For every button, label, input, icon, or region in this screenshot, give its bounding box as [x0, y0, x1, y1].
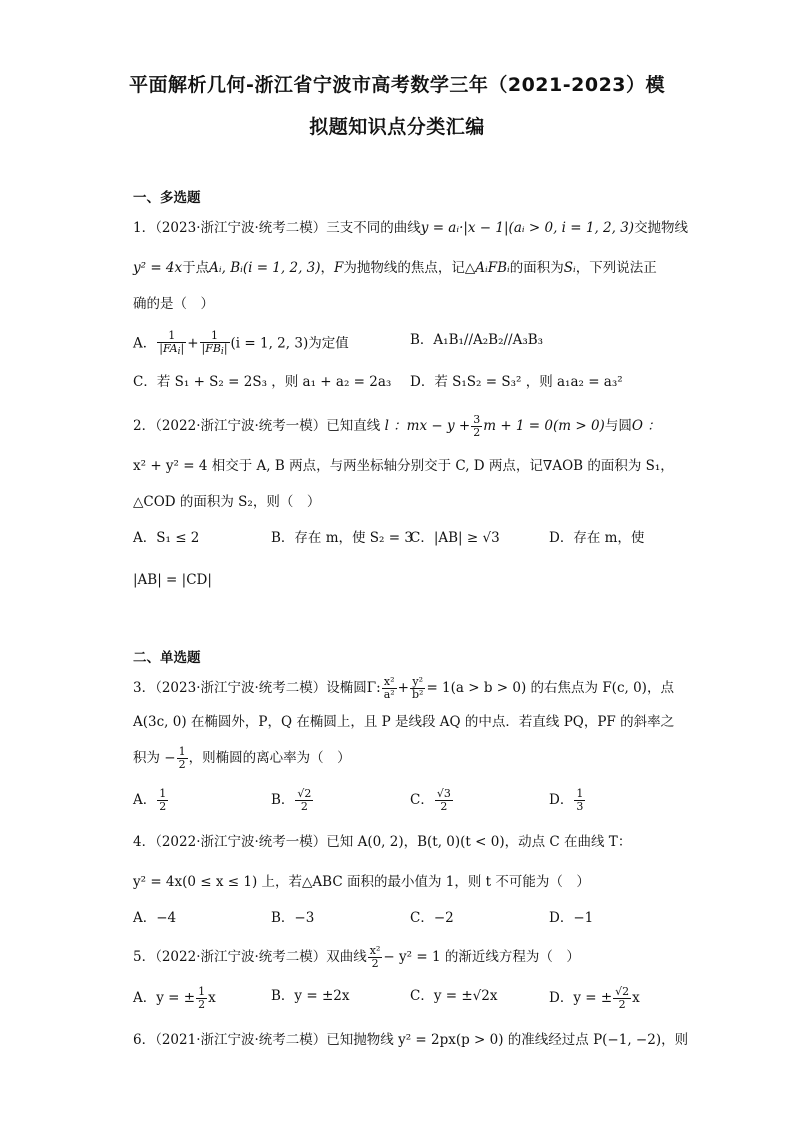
q5-text-a: 5．（2022·浙江宁波·统考二模）双曲线: [133, 949, 367, 965]
q5-option-a-tail: x: [208, 990, 216, 1006]
q2-option-d-cont: |AB| = |CD|: [133, 572, 212, 588]
q5-option-d-frac: [613, 986, 631, 1011]
q1-line-3: 确的是（ ）: [133, 296, 214, 312]
q5-line-1: [133, 945, 580, 970]
q1-text-a: 1．（2023·浙江宁波·统考二模）三支不同的曲线: [133, 220, 421, 236]
q1-math-triangle: AᵢFBᵢ: [475, 260, 510, 276]
q3-text-b: = 1(a > b > 0) 的右焦点为 F(c, 0)，点: [426, 680, 674, 696]
q1-option-c: C．若 S₁ + S₂ = 2S₃ ，则 a₁ + a₂ = 2a₃: [133, 374, 392, 390]
q3-text-d: ，则椭圆的离心率为（ ）: [188, 750, 351, 766]
q3-option-b-num: √2: [297, 787, 312, 800]
q2-frac: [471, 414, 482, 439]
q2-text-a: 2．（2022·浙江宁波·统考一模）已知直线: [133, 418, 381, 434]
q2-math-line-tail: m + 1 = 0(m > 0): [483, 418, 605, 434]
q5-frac-den: 2: [371, 957, 379, 970]
q5-option-d: [549, 986, 640, 1011]
q2-text-b: 与圆: [604, 418, 632, 434]
q3-option-d: [549, 788, 586, 813]
q4-option-a: A．−4: [133, 910, 177, 926]
q2-option-c: C．|AB| ≥ √3: [410, 530, 500, 546]
q1-option-a: A． $\frac{1}{|FA_i|}$ + $\frac{1}{|FB_i|}$ (i = 1, 2, 3)为定值: [133, 329, 349, 357]
q3-option-a-label: A．: [133, 792, 157, 808]
q1-text-b: 交抛物线: [634, 220, 689, 236]
q4-option-c: C．−2: [410, 910, 454, 926]
q5-option-d-num: √2: [615, 985, 630, 998]
section-heading-single-choice: 二、单选题: [133, 650, 201, 666]
q1-line-1: [133, 218, 688, 238]
q6-line-1: 6．（2021·浙江宁波·统考二模）已知抛物线 y² = 2px(p > 0) 的准线经过点 P(−1, −2)，则: [133, 1032, 689, 1048]
q1-text-e: 为抛物线的焦点，记△: [343, 260, 476, 276]
q3-option-d-num: 1: [576, 787, 584, 800]
q3-frac-x-num: x²: [382, 676, 397, 689]
q5-option-d-den: 2: [618, 998, 626, 1011]
q3-frac-y: [410, 676, 425, 701]
q3-option-d-label: D．: [549, 792, 574, 808]
q1-line-2: [133, 258, 657, 278]
q1-option-b: B．A₁B₁//A₂B₂//A₃B₃: [410, 332, 544, 348]
q4-line-1: 4．（2022·浙江宁波·统考一模）已知 A(0, 2)，B(t, 0)(t < 0)，动点 C 在曲线 T：: [133, 834, 632, 850]
q3-option-c-num: √3: [436, 787, 451, 800]
q1-math-parabola: y² = 4x: [133, 260, 183, 276]
q3-option-a-frac: [157, 788, 168, 813]
q3-frac-y-den: b²: [411, 688, 424, 701]
q1-text-d: ，: [320, 260, 335, 276]
q5-frac-num: x²: [369, 944, 381, 957]
q3-frac-x: [382, 676, 397, 701]
q4-option-b: B．−3: [271, 910, 315, 926]
q2-option-d: D．存在 m，使: [549, 530, 645, 546]
q3-option-a-num: 1: [159, 787, 167, 800]
q3-frac-x-den: a²: [383, 688, 395, 701]
q1-math-curve: y = aᵢ·|x − 1|(aᵢ > 0, i = 1, 2, 3): [420, 220, 635, 236]
q5-text-b: − y² = 1 的渐近线方程为（ ）: [383, 949, 580, 965]
q3-line-2: A(3c, 0) 在椭圆外，P，Q 在椭圆上，且 P 是线段 AQ 的中点．若直线 PQ，PF 的斜率之: [133, 714, 675, 730]
q3-frac-y-num: y²: [410, 676, 425, 689]
document-title-line-1: 平面解析几何-浙江省宁波市高考数学三年（2021-2023）模: [128, 74, 666, 96]
q3-option-a-den: 2: [159, 800, 167, 813]
q5-option-a-num: 1: [198, 985, 206, 998]
q2-line-2: x² + y² = 4 相交于 A, B 两点，与两坐标轴分别交于 C, D 两点，记∇AOB 的面积为 S₁，: [133, 458, 674, 474]
q4-option-d: D．−1: [549, 910, 594, 926]
q3-option-d-frac: [574, 788, 585, 813]
q3-text-a: 3．（2023·浙江宁波·统考二模）设椭圆Γ:: [133, 680, 381, 696]
q3-option-b-label: B．: [271, 792, 295, 808]
q1-option-d: D．若 S₁S₂ = S₃² ，则 a₁a₂ = a₃²: [410, 374, 623, 390]
q3-option-c-label: C．: [410, 792, 434, 808]
q5-option-a: [133, 986, 216, 1011]
q5-option-a-frac: [196, 986, 207, 1011]
q5-frac: [368, 945, 383, 970]
q1-text-c: 于点: [182, 260, 210, 276]
section-heading-multiple-choice: 一、多选题: [133, 190, 201, 206]
q1-frac-fb: $\frac{1}{|FB_i|}$: [201, 329, 228, 357]
q1-text-g: ，下列说法正: [575, 260, 657, 276]
q5-option-c: C．y = ±√2x: [410, 988, 498, 1004]
q1-math-focus: F: [334, 260, 344, 276]
q3-line-1: 3．（2023·浙江宁波·统考二模）设椭圆Γ: $\frac{\text{x²}}{\text{a²}}$ + $\frac{\text{y²}}{\text{b²}}$ = 1(a > b > 0) 的右焦点为 F(c, 0)，点: [133, 675, 674, 701]
q3-option-a: [133, 788, 169, 813]
q3-text-c: 积为 −: [133, 750, 176, 766]
q3-option-b-den: 2: [300, 800, 308, 813]
q5-option-a-den: 2: [198, 998, 206, 1011]
q2-line-1: [133, 414, 661, 439]
q5-option-d-tail: x: [632, 990, 640, 1006]
q2-frac-num: 3: [473, 413, 481, 426]
q1-text-f: 的面积为: [509, 260, 564, 276]
q3-option-b-frac: [295, 788, 313, 813]
q2-option-b: B．存在 m，使 S₂ = 3: [271, 530, 413, 546]
q1-frac-fa: $\frac{1}{|FA_i|}$: [159, 329, 185, 357]
q3-option-c-frac: [435, 788, 453, 813]
q2-line-3: △COD 的面积为 S₂，则（ ）: [133, 494, 321, 510]
q5-option-d-label: D．y = ±: [549, 990, 613, 1006]
q3-frac-half: [177, 746, 188, 771]
q1-math-area: Sᵢ: [563, 260, 576, 276]
q3-line-3: [133, 746, 351, 771]
q5-option-a-label: A．y = ±: [133, 990, 196, 1006]
q3-option-d-den: 3: [576, 800, 584, 813]
q2-math-line: l ：mx − y +: [384, 418, 471, 434]
q2-option-a: A．S₁ ≤ 2: [133, 530, 200, 546]
q2-frac-den: 2: [473, 426, 481, 439]
q3-frac-half-num: 1: [178, 745, 186, 758]
q1-math-points: Aᵢ, Bᵢ(i = 1, 2, 3): [209, 260, 321, 276]
q3-option-c: [410, 788, 454, 813]
q1-option-a-label: A．: [133, 335, 157, 352]
q1-option-a-tail: (i = 1, 2, 3)为定值: [230, 335, 349, 352]
q2-math-circle: O ：: [631, 418, 661, 434]
q5-option-b: B．y = ±2x: [271, 988, 350, 1004]
q3-frac-half-den: 2: [178, 758, 186, 771]
q3-option-c-den: 2: [440, 800, 448, 813]
q4-line-2: y² = 4x(0 ≤ x ≤ 1) 上，若△ABC 面积的最小值为 1，则 t 不可能为（ ）: [133, 874, 590, 890]
q3-option-b: [271, 788, 314, 813]
document-title-line-2: 拟题知识点分类汇编: [309, 116, 485, 138]
